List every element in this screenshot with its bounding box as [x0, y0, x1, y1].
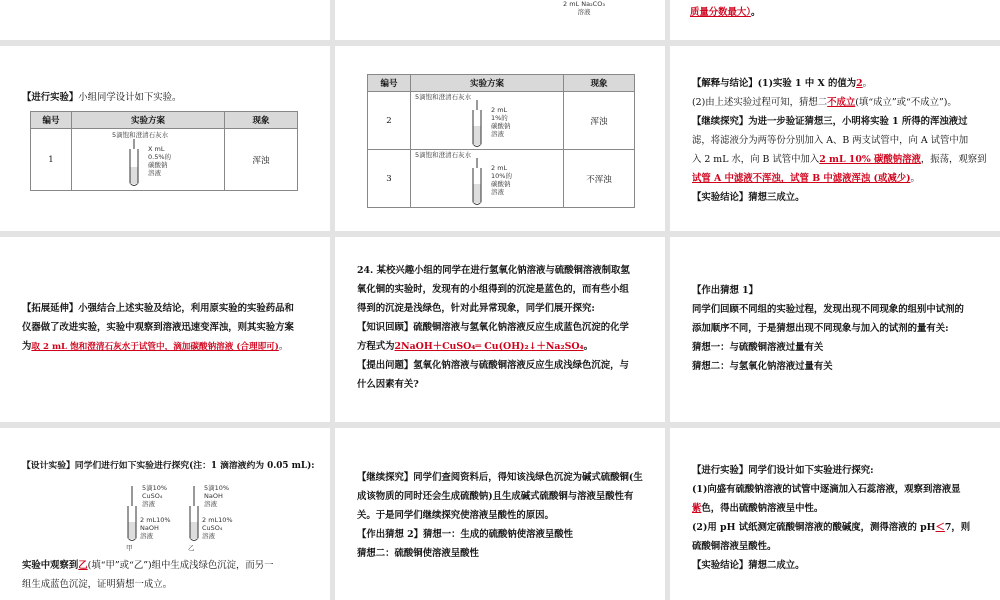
answer-text: 试管 A 中滤液不浑浊，试管 B 中滤液浑浊 (或减少)	[692, 173, 911, 184]
test-tube-icon	[184, 484, 204, 544]
tube-diagram: 5滴饱和澄清石灰水 2 mL 10%的 碳酸钠 溶液	[411, 150, 564, 208]
answer-text: 取 2 mL 饱和澄清石灰水于试管中，滴加碳酸钠溶液 (合理即可)	[31, 342, 279, 352]
answer-text: 2	[856, 78, 863, 89]
table-header: 编号	[368, 75, 411, 92]
table-header: 编号	[31, 112, 72, 129]
answer-text: 不成立	[827, 97, 856, 108]
answer-text: 紫	[692, 503, 702, 514]
table-cell: 不浑浊	[564, 150, 635, 208]
answer-text: ＜	[935, 522, 945, 533]
tube-name: 乙	[188, 544, 195, 552]
test-tube-icon	[467, 96, 487, 151]
table-cell: 1	[31, 129, 72, 191]
tube-jia-diagram: 5滴10% CuSO₄ 溶液 2 mL10% NaOH 溶液 甲	[120, 484, 180, 550]
slide-r2c2[interactable]	[335, 46, 665, 231]
answer-text: 质量分数最大）	[690, 7, 751, 18]
experiment-table	[367, 74, 635, 208]
test-tube-icon	[467, 154, 487, 209]
answer-text: 2NaOH＋CuSO₄═ Cu(OH)₂↓＋Na₂SO₄	[394, 341, 584, 352]
tube-label: 2 mL Na₂CO₃	[563, 0, 605, 8]
table-cell: 3	[368, 150, 411, 208]
table-header: 现象	[564, 75, 635, 92]
slide-r3c1[interactable]: 【拓展延伸】小强结合上述实验及结论，利用原实验的实验药品和 仪器做了改进实验，实验中观察到溶液迅速变浑浊，则其实验方案 为取 2 mL 饱和澄清石灰水于试管中，滴加碳酸钠溶液 (合理即可)。	[0, 237, 330, 422]
slide-r3c2[interactable]: 24. 某校兴趣小组的同学在进行氢氧化钠溶液与硫酸铜溶液制取氢 氧化铜的实验时，发现有的小组得到的沉淀是蓝色的，而有些小组 得到的沉淀是浅绿色，针对此异常现象，同学们展开探究: 【知识回顾】硫酸铜溶液与氢氧化钠溶液反应生成蓝色沉淀的化学 方程式为2NaOH＋CuSO₄═ Cu(OH)₂↓＋Na₂SO₄。 【提出问题】氢氧化钠溶液与硫酸铜溶液反应生成浅绿色沉淀，与 什么因素有关?	[335, 237, 665, 422]
table-cell: 浑浊	[225, 129, 298, 191]
table-header: 现象	[225, 112, 298, 129]
slide-r1c2[interactable]	[335, 0, 665, 40]
table-header: 实验方案	[411, 75, 564, 92]
slide-r4c3[interactable]: 【进行实验】同学们设计如下实验进行探究: (1)向盛有硫酸钠溶液的试管中逐滴加入石蕊溶液，观察到溶液显 紫色，得出硫酸钠溶液呈中性。 (2)用 pH 试纸测定硫酸铜溶液的酸碱度，测得溶液的 pH＜7，则 硫酸铜溶液呈酸性。 【实验结论】猜想二成立。	[670, 428, 1000, 600]
tube-label: 溶液	[577, 8, 591, 16]
table-cell: 2	[368, 92, 411, 150]
table-cell: 浑浊	[564, 92, 635, 150]
test-tube-icon	[124, 135, 144, 190]
slide-r3c3[interactable]: 【作出猜想 1】 同学们回顾不同组的实验过程，发现出现不同现象的组别中试剂的 添加顺序不同，于是猜想出现不同现象与加入的试剂的量有关: 猜想一：与硫酸铜溶液过量有关 猜想二：与氢氧化钠溶液过量有关	[670, 237, 1000, 422]
answer-text: 乙	[78, 560, 88, 571]
slide-r1c1[interactable]	[0, 0, 330, 40]
slide-r4c2[interactable]: 【继续探究】同学们查阅资料后，得知该浅绿色沉淀为碱式硫酸铜(生 成该物质的同时还会生成硫酸钠)且生成碱式硫酸铜与溶液呈酸性有 关。于是同学们继续探究使溶液呈酸性的原因。 【作出猜想 2】猜想一：生成的硫酸钠使溶液呈酸性 猜想二：硫酸铜使溶液呈酸性	[335, 428, 665, 600]
slide-r2c1[interactable]: 【进行实验】小组同学设计如下实验。 编号 实验方案 现象 1 5滴饱和澄清石灰水 X mL 0.5%的 碳酸钠 溶液 浑浊	[0, 46, 330, 231]
slide-r1c3[interactable]: 质量分数最大）。	[670, 0, 1000, 40]
test-tube-icon	[122, 484, 142, 544]
table-header: 实验方案	[72, 112, 225, 129]
tube-diagram: 5滴饱和澄清石灰水 2 mL 1%的 碳酸钠 溶液	[411, 92, 564, 150]
tube-yi-diagram: 5滴10% NaOH 溶液 2 mL10% CuSO₄ 溶液 乙	[182, 484, 242, 550]
slide-r2c3[interactable]: 【解释与结论】(1)实验 1 中 X 的值为2。 (2)由上述实验过程可知，猜想二不成立(填“成立”或“不成立”)。 【继续探究】为进一步验证猜想三，小明将实验 1 所得的浑浊液过 滤，将滤液分为两等份分别加入 A、B 两支试管中，向 A 试管中加 入 2 mL 水，向 B 试管中加入2 mL 10% 碳酸钠溶液，振荡，观察到 试管 A 中滤液不浑浊，试管 B 中滤液浑浊 (或减少)。 【实验结论】猜想三成立。	[670, 46, 1000, 231]
tube-diagram: 5滴饱和澄清石灰水 X mL 0.5%的 碳酸钠 溶液	[72, 129, 225, 191]
experiment-table	[30, 111, 298, 191]
tube-name: 甲	[126, 544, 133, 552]
slide-r4c1[interactable]: 【设计实验】同学们进行如下实验进行探究(注：1 滴溶液约为 0.05 mL): 5滴10% CuSO₄ 溶液 2 mL10% NaOH 溶液 甲 5滴10% NaOH 溶液 2 mL10% CuSO₄ 溶液 乙 实验中观察到乙(填“甲”或“乙”)组中生成浅绿色沉淀，而另一 组生成蓝色沉淀，证明猜想一成立。	[0, 428, 330, 600]
answer-text: 2 mL 10% 碳酸钠溶液	[819, 154, 921, 165]
